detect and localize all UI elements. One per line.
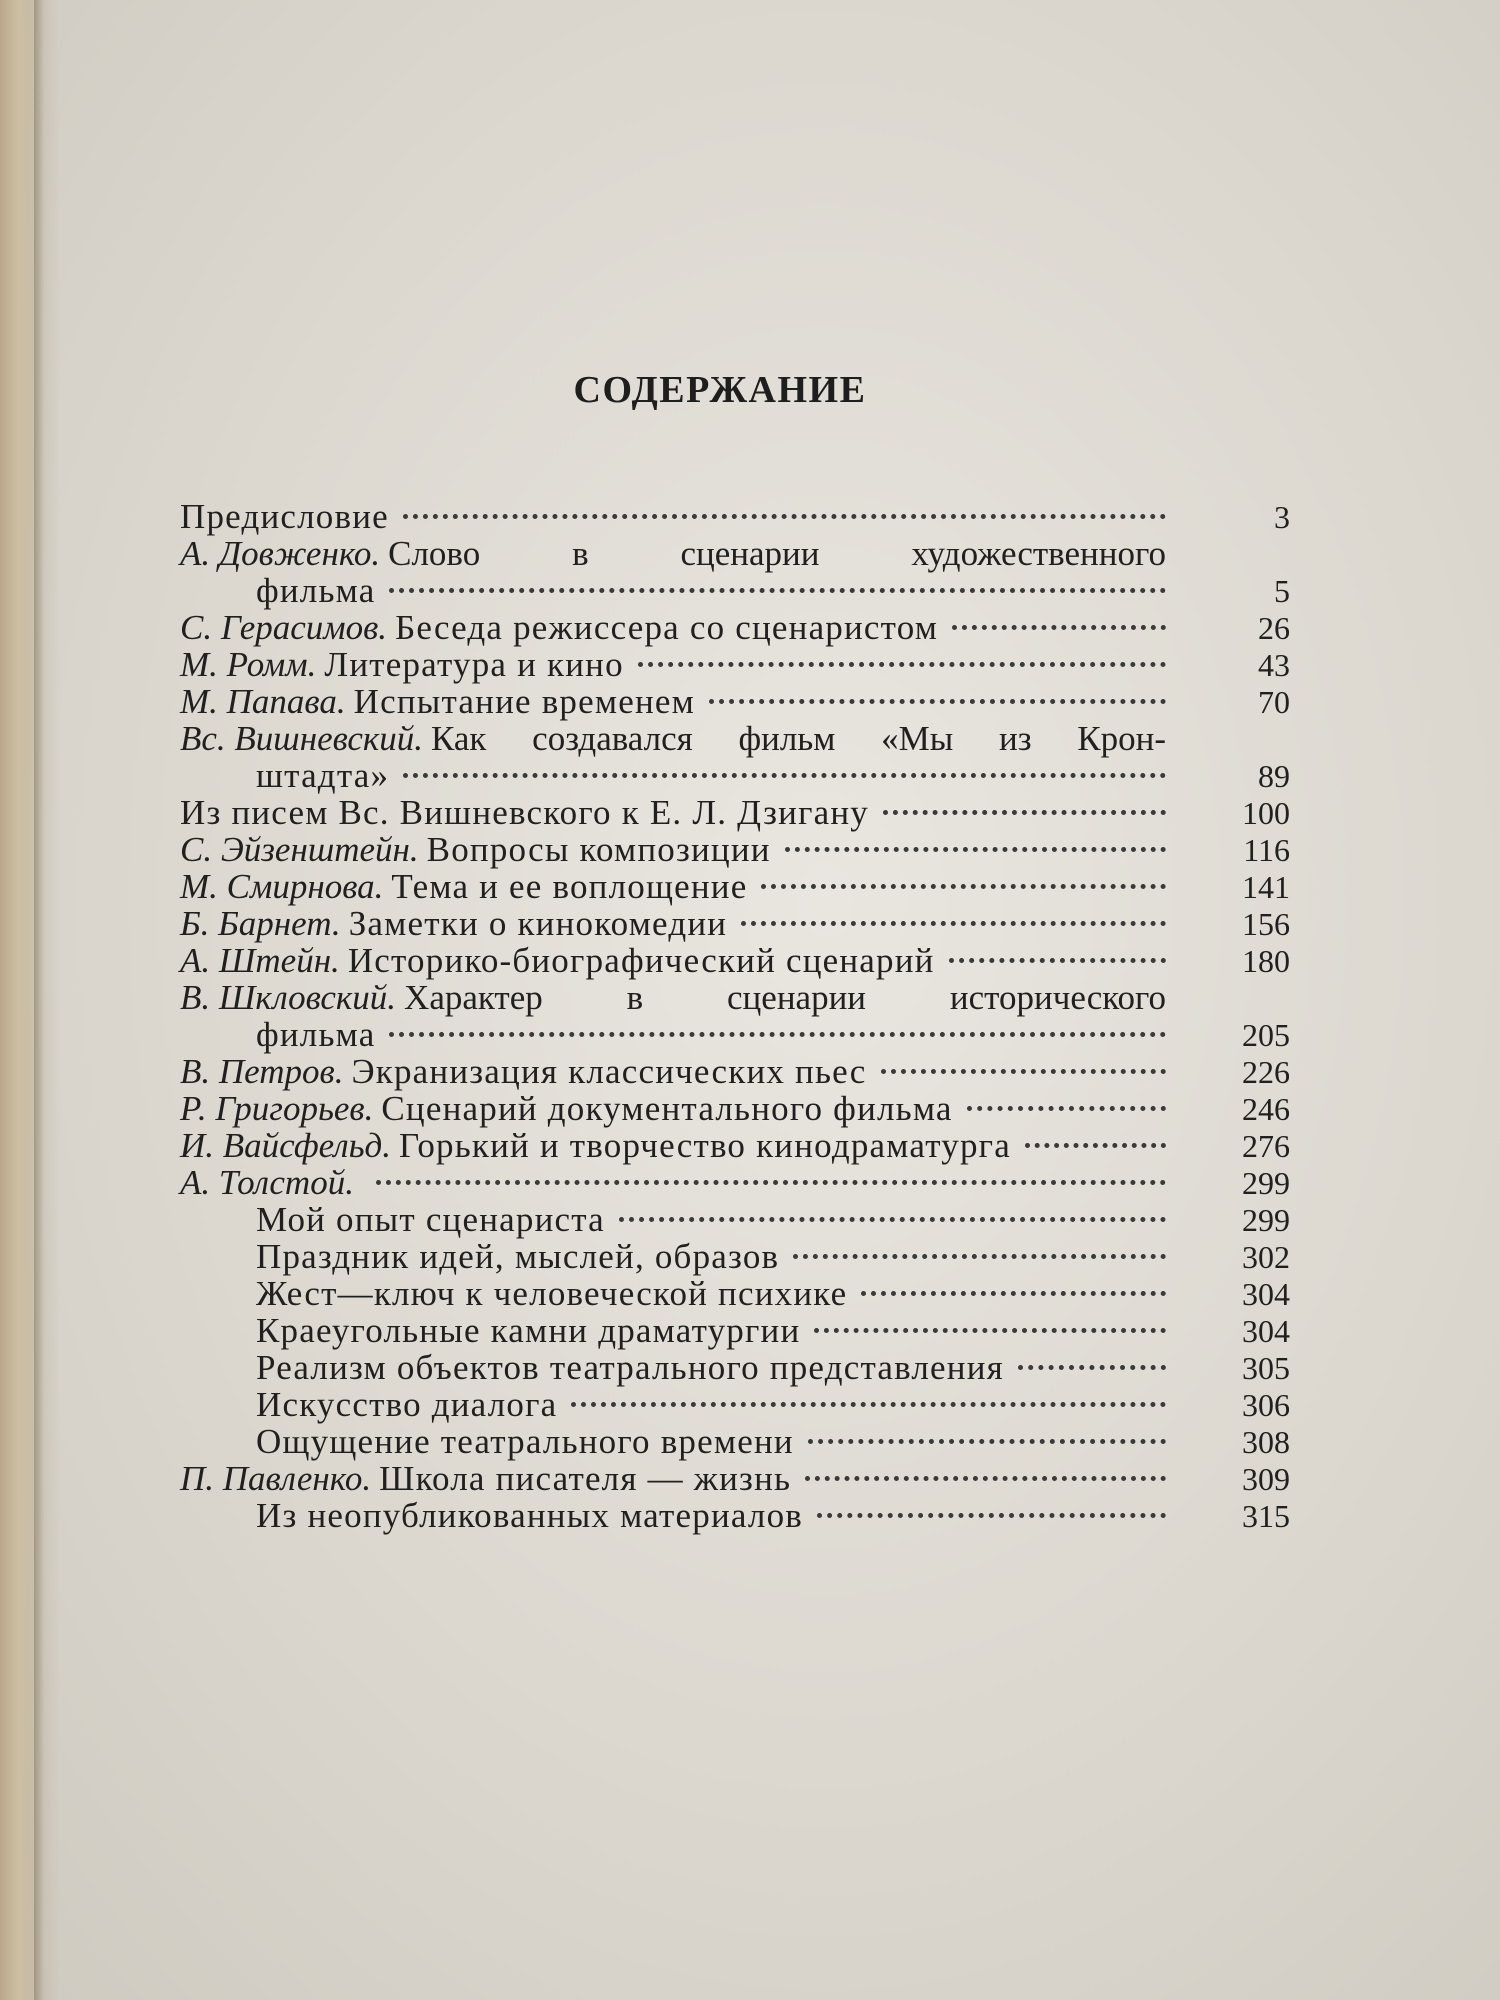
- toc-entry: [180, 1275, 1290, 1312]
- toc-entry: [180, 1201, 1290, 1238]
- toc-title: Предисловие: [180, 497, 389, 536]
- toc-entry-text: [180, 1312, 800, 1349]
- toc-entry: [180, 1386, 1290, 1423]
- toc-entry-text: [180, 831, 771, 868]
- toc-entry: [180, 757, 1290, 794]
- toc-entry: [180, 794, 1290, 831]
- toc-title: Искусство диалога: [256, 1385, 558, 1424]
- toc-entry: [180, 683, 1290, 720]
- dot-leader: [709, 699, 1166, 704]
- dot-leader: [403, 773, 1166, 778]
- toc-entry-text: [180, 1164, 362, 1201]
- toc-page-number: 3: [1274, 499, 1290, 535]
- dot-leader: [967, 1106, 1166, 1111]
- toc-title-word: Как: [431, 719, 487, 758]
- toc-title: штадта»: [256, 756, 390, 795]
- toc-title: Сценарий документального фильма: [381, 1089, 953, 1128]
- toc-title-word: Характер: [404, 978, 543, 1017]
- toc-title-word: Слово: [388, 534, 481, 573]
- toc-entry: [180, 979, 1290, 1016]
- toc-title: фильма: [256, 1015, 376, 1054]
- toc-title: Праздник идей, мыслей, образов: [256, 1237, 780, 1276]
- dot-leader: [805, 1476, 1166, 1481]
- toc-page-number: 43: [1258, 647, 1290, 683]
- toc-entry: [180, 1312, 1290, 1349]
- toc-entry-text: [180, 1423, 794, 1460]
- toc-entry: [180, 609, 1290, 646]
- toc-entry: [180, 905, 1290, 942]
- toc-entry-text: [180, 794, 869, 831]
- toc-page-number: 315: [1242, 1498, 1290, 1534]
- toc-entry-text: [180, 757, 389, 794]
- dot-leader: [1025, 1143, 1166, 1148]
- toc-entry: [180, 1090, 1290, 1127]
- dot-leader: [376, 1180, 1166, 1185]
- toc-entry: [180, 868, 1290, 905]
- toc-page-number: 299: [1242, 1165, 1290, 1201]
- toc-title-justified: [388, 535, 1166, 572]
- toc-entry-text: [180, 1053, 867, 1090]
- toc-page-number: 246: [1242, 1091, 1290, 1127]
- dot-leader: [861, 1291, 1166, 1296]
- toc-page-number: 156: [1242, 906, 1290, 942]
- dot-leader: [793, 1254, 1166, 1259]
- toc-title-word: «Мы: [881, 719, 954, 758]
- toc-title-word: в: [626, 978, 644, 1017]
- toc-entry: [180, 1127, 1290, 1164]
- toc-entry-text: [180, 498, 389, 535]
- toc-title-word: в: [572, 534, 589, 573]
- toc-entry: [180, 1238, 1290, 1275]
- toc-title-word: художественного: [911, 534, 1166, 573]
- toc-page-number: 302: [1242, 1239, 1290, 1275]
- toc-title: Горький и творчество кинодраматурга: [398, 1126, 1011, 1165]
- toc-page-number: 304: [1242, 1276, 1290, 1312]
- toc-entry-text: [180, 1275, 847, 1312]
- toc-title: Беседа режиссера со сценаристом: [395, 608, 939, 647]
- toc-entry-text: [180, 1238, 779, 1275]
- toc-author: В. Петров.: [180, 1052, 344, 1091]
- toc-page-number: 205: [1242, 1017, 1290, 1053]
- toc-entry-text: [180, 535, 1166, 572]
- toc-page-number: 308: [1242, 1424, 1290, 1460]
- toc-title-word: Крон-: [1077, 719, 1166, 758]
- dot-leader: [881, 1069, 1167, 1074]
- toc-entry: [180, 1423, 1290, 1460]
- dot-leader: [952, 625, 1166, 630]
- toc-page-number: 70: [1258, 684, 1290, 720]
- toc-entry-text: [180, 1497, 803, 1534]
- toc-page-number: 226: [1242, 1054, 1290, 1090]
- toc-entry-text: [180, 1460, 791, 1497]
- dot-leader: [389, 588, 1166, 593]
- toc-author: Р. Григорьев.: [180, 1089, 374, 1128]
- toc-page-number: 141: [1242, 869, 1290, 905]
- toc-entry: [180, 1349, 1290, 1386]
- toc-author: М. Смирнова.: [180, 867, 384, 906]
- dot-leader: [949, 958, 1166, 963]
- toc-author: А. Штейн.: [180, 941, 340, 980]
- toc-page-number: 89: [1258, 758, 1290, 794]
- toc-title-word: сценарии: [727, 978, 867, 1017]
- toc-author: А. Толстой.: [180, 1163, 354, 1202]
- toc-entry-text: [180, 1201, 605, 1238]
- toc-author: В. Шкловский.: [180, 978, 397, 1017]
- toc-entry-text: [180, 905, 727, 942]
- toc-page-number: 26: [1258, 610, 1290, 646]
- toc-entry-text: [180, 979, 1166, 1016]
- toc-entry: [180, 831, 1290, 868]
- toc-entry: [180, 720, 1290, 757]
- toc-entry: [180, 1460, 1290, 1497]
- toc-entry: [180, 498, 1290, 535]
- toc-page-number: 299: [1242, 1202, 1290, 1238]
- toc-author: П. Павленко.: [180, 1459, 372, 1498]
- toc-entry: [180, 1164, 1290, 1201]
- toc-title: Литература и кино: [324, 645, 624, 684]
- toc-entry: [180, 1497, 1290, 1534]
- toc-entry-text: [180, 609, 938, 646]
- toc-entry-text: [180, 720, 1166, 757]
- toc-author: С. Герасимов.: [180, 608, 388, 647]
- toc-entry-text: [180, 1090, 953, 1127]
- toc-title: фильма: [256, 571, 376, 610]
- toc-entry: [180, 646, 1290, 683]
- dot-leader: [638, 662, 1166, 667]
- toc-entry-text: [180, 868, 747, 905]
- toc-title: Экранизация классических пьес: [351, 1052, 867, 1091]
- toc-entry: [180, 1016, 1290, 1053]
- toc-author: И. Вайсфельд.: [180, 1126, 391, 1165]
- toc-title: Историко-биографический сценарий: [347, 941, 935, 980]
- dot-leader: [883, 810, 1166, 815]
- toc-entry: [180, 572, 1290, 609]
- dot-leader: [571, 1402, 1166, 1407]
- toc-title-justified: [431, 720, 1166, 757]
- toc-title: Жест—ключ к человеческой психике: [256, 1274, 848, 1313]
- toc-entry: [180, 535, 1290, 572]
- toc-author: Вс. Вишневский.: [180, 719, 424, 758]
- dot-leader: [389, 1032, 1166, 1037]
- toc-page-number: 100: [1242, 795, 1290, 831]
- dot-leader: [761, 884, 1166, 889]
- table-of-contents: [180, 498, 1290, 1534]
- toc-page-number: 306: [1242, 1387, 1290, 1423]
- toc-title-word: исторического: [949, 978, 1166, 1017]
- dot-leader: [403, 514, 1166, 519]
- toc-entry-text: [180, 942, 935, 979]
- toc-author: М. Ромм.: [180, 645, 317, 684]
- toc-title: Из неопубликованных материалов: [256, 1496, 804, 1535]
- dot-leader: [1018, 1365, 1166, 1370]
- dot-leader: [808, 1439, 1166, 1444]
- toc-title: Ощущение театрального времени: [256, 1422, 794, 1461]
- dot-leader: [785, 847, 1166, 852]
- toc-entry-text: [180, 1349, 1004, 1386]
- dot-leader: [817, 1513, 1166, 1518]
- toc-entry: [180, 942, 1290, 979]
- toc-title: Из писем Вс. Вишневского к Е. Л. Дзигану: [180, 793, 869, 832]
- toc-title: Тема и ее воплощение: [391, 867, 748, 906]
- toc-page-number: 5: [1274, 573, 1290, 609]
- toc-title: Реализм объектов театрального представления: [256, 1348, 1004, 1387]
- toc-title-word: из: [998, 719, 1032, 758]
- toc-page-number: 276: [1242, 1128, 1290, 1164]
- toc-page-number: 116: [1243, 832, 1290, 868]
- toc-author: Б. Барнет.: [180, 904, 341, 943]
- toc-author: М. Папава.: [180, 682, 346, 721]
- toc-entry-text: [180, 572, 375, 609]
- toc-entry-text: [180, 646, 624, 683]
- toc-page-number: 180: [1242, 943, 1290, 979]
- page-fold-shadow: [34, 0, 44, 2000]
- toc-entry-text: [180, 1127, 1011, 1164]
- dot-leader: [619, 1217, 1166, 1222]
- toc-page-number: 305: [1242, 1350, 1290, 1386]
- toc-entry-text: [180, 683, 695, 720]
- dot-leader: [814, 1328, 1166, 1333]
- toc-entry: [180, 1053, 1290, 1090]
- toc-title: Мой опыт сценариста: [256, 1200, 605, 1239]
- toc-title-justified: [404, 979, 1166, 1016]
- toc-title: Заметки о кинокомедии: [348, 904, 728, 943]
- toc-title-word: сценарии: [680, 534, 820, 573]
- toc-entry-text: [180, 1386, 557, 1423]
- contents-heading: СОДЕРЖАНИЕ: [573, 369, 867, 411]
- toc-title-word: создавался: [532, 719, 693, 758]
- toc-title-word: фильм: [738, 719, 836, 758]
- toc-title: Вопросы композиции: [426, 830, 771, 869]
- toc-entry-text: [180, 1016, 375, 1053]
- toc-author: А. Довженко.: [180, 534, 381, 573]
- toc-page-number: 304: [1242, 1313, 1290, 1349]
- toc-page-number: 309: [1242, 1461, 1290, 1497]
- toc-title: Школа писателя — жизнь: [379, 1459, 792, 1498]
- toc-author: С. Эйзенштейн.: [180, 830, 419, 869]
- toc-title: Краеугольные камни драматургии: [256, 1311, 801, 1350]
- toc-title: Испытание временем: [353, 682, 695, 721]
- dot-leader: [741, 921, 1166, 926]
